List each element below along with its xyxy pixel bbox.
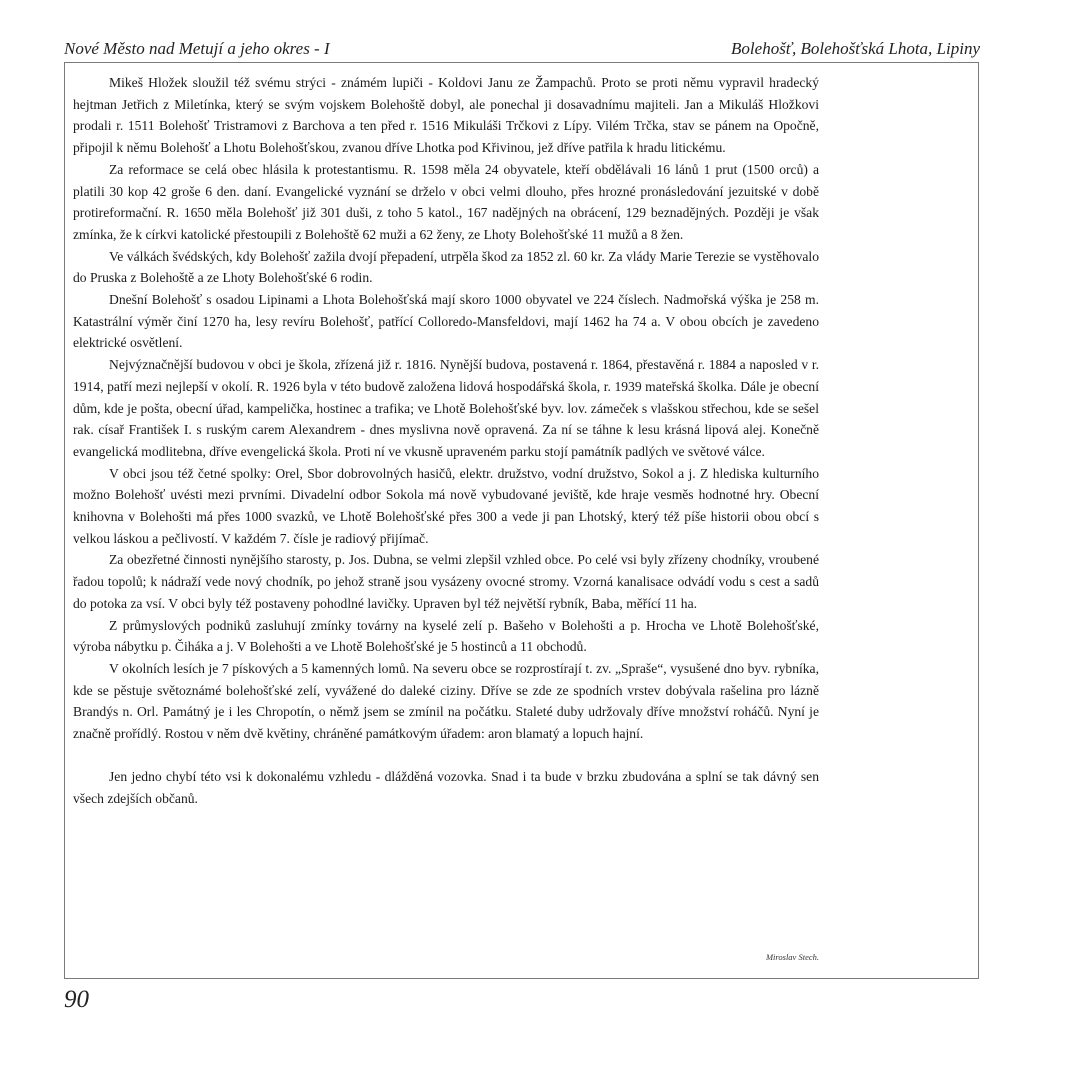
paragraph: Za reformace se celá obec hlásila k protestantismu. R. 1598 měla 24 obyvatele, kteří obdělávali 16 lánů 1 prut (1500 orců) a platili 30 kop 42 groše 6 den. daní. Evangelické vyznání se drželo v obci velmi dlouho, přes hrozné pronásledování jezuitské v době protireformační. R. 1650 měla Bolehošť již 301 duši, z toho 5 katol., 167 nadějných na obrácení, 129 beznadějných. Později je však zmínka, že k církvi katolické přestoupili z Bolehoště 62 muži a 62 ženy, ze Lhoty Bolehošťské 11 mužů a 8 žen. (73, 161, 819, 242)
running-header (64, 38, 980, 60)
paragraph: Z průmyslových podniků zasluhují zmínky továrny na kyselé zelí p. Bašeho v Bolehošti a p. Hrocha ve Lhotě Bolehošťské, výroba nábytku p. Čiháka a j. V Bolehošti a ve Lhotě Bolehošťské je 5 hostinců a 11 obchodů. (73, 617, 819, 655)
paragraph: Dnešní Bolehošť s osadou Lipinami a Lhota Bolehošťská mají skoro 1000 obyvatel ve 224 číslech. Nadmořská výška je 258 m. Katastrální výměr činí 1270 ha, lesy revíru Bolehošť, patřící Colloredo-Mansfeldovi, mají 1462 ha 74 a. V obou obcích je zavedeno elektrické osvětlení. (73, 292, 819, 351)
paragraph: V obci jsou též četné spolky: Orel, Sbor dobrovolných hasičů, elektr. družstvo, vodní družstvo, Sokol a j. Z hlediska kulturního možno Bolehošť uvésti mezi prvními. Divadelní odbor Sokola má nově vybudované jeviště, kde hraje vesměs hodnotné hry. Obecní knihovna v Bolehošti má přes 1000 svazků, ve Lhotě Bolehošťské přes 300 a vede ji pan Lhotský, který též píše historii obou obcí s velkou láskou a pečlivostí. V každém 7. čísle je radiový přijímač. (73, 465, 819, 546)
paragraph: V okolních lesích je 7 pískových a 5 kamenných lomů. Na severu obce se rozprostírají t. zv. „Spraše“, vysušené dno byv. rybníka, kde se pěstuje světoznámé bolehošťské zelí, vyvážené do daleké ciziny. Dříve se zde ze spodních vrstev dobývala rašelina pro lázně Brandýs n. Orl. Památný je i les Chropotín, o němž jsem se zmínil na počátku. Staleté duby udržovaly dříve množství roháčů. Nyní je značně prořídlý. Rostou v něm dvě květiny, chráněné památkovým úřadem: aron blamatý a lopuch hajní. (73, 660, 819, 742)
closing-paragraph: Jen jedno chybí této vsi k dokonalému vzhledu - dlážděná vozovka. Snad i ta bude v brzku zbudována a splní se tak dávný sen všech zdejších občanů. (73, 769, 819, 807)
page-number: 90 (64, 986, 89, 1013)
article-body (73, 72, 819, 810)
paragraph: Ve válkách švédských, kdy Bolehošť zažila dvojí přepadení, utrpěla škod za 1852 zl. 60 kr. Za vlády Marie Terezie se vystěhovalo do Pruska z Bolehoště a ze Lhoty Bolehošťské 6 rodin. (73, 248, 819, 286)
paragraph: Mikeš Hložek sloužil též svému strýci - známém lupiči - Koldovi Janu ze Žampachů. Proto se proti němu vypravil hradecký hejtman Jetřich z Miletínka, který se svým vojskem Bolehoště dobyl, ale ponechal ji dosavadnímu majiteli. Jan a Mikuláš Hložkovi prodali r. 1511 Bolehošť Tristramovi z Barchova a ten před r. 1516 Mikuláši Trčkovi z Lípy. Vilém Trčka, stav se pánem na Opočně, připojil k němu Bolehošť a Lhotu Bolehošťskou, zvanou dříve Lhotka pod Křivinou, jež dříve patřila k hradu litickému. (73, 75, 819, 156)
header-left-title: Nové Město nad Metují a jeho okres - I (64, 39, 330, 58)
paragraph: Nejvýznačnější budovou v obci je škola, zřízená již r. 1816. Nynější budova, postavená r. 1864, přestavěná r. 1884 a naposled v r. 1914, patří mezi nejlepší v okolí. R. 1926 byla v této budově založena lidová hospodářská škola, r. 1939 mateřská školka. Dále je obecní dům, kde je pošta, obecní úřad, kampelička, hostinec a trafika; ve Lhotě Bolehošťské byv. lov. zámeček s vlašskou střechou, kde se sešel rak. císař František I. s ruským carem Alexandrem - dnes myslivna nově opravená. Za ní se táhne k lesu krásná lipová alej. Konečně evangelická modlitebna, dříve evengelická škola. Proti ní ve vkusně upraveném parku stojí památník padlých ve světové válce. (73, 357, 819, 459)
paragraph: Za obezřetné činnosti nynějšího starosty, p. Jos. Dubna, se velmi zlepšil vzhled obce. Po celé vsi byly zřízeny chodníky, vroubené řadou topolů; k nádraží vede nový chodník, po jehož straně jsou vysázeny ovocné stromy. Vzorná kanalisace odvádí vodu s cest a sadů do potoka za vsí. V obci byly též postaveny pohodlné lavičky. Upraven byl též největší rybník, Baba, měřící 11 ha. (73, 552, 819, 611)
author-signature: Miroslav Stech. (765, 952, 819, 962)
header-right-title: Bolehošť, Bolehošťská Lhota, Lipiny (731, 39, 980, 58)
